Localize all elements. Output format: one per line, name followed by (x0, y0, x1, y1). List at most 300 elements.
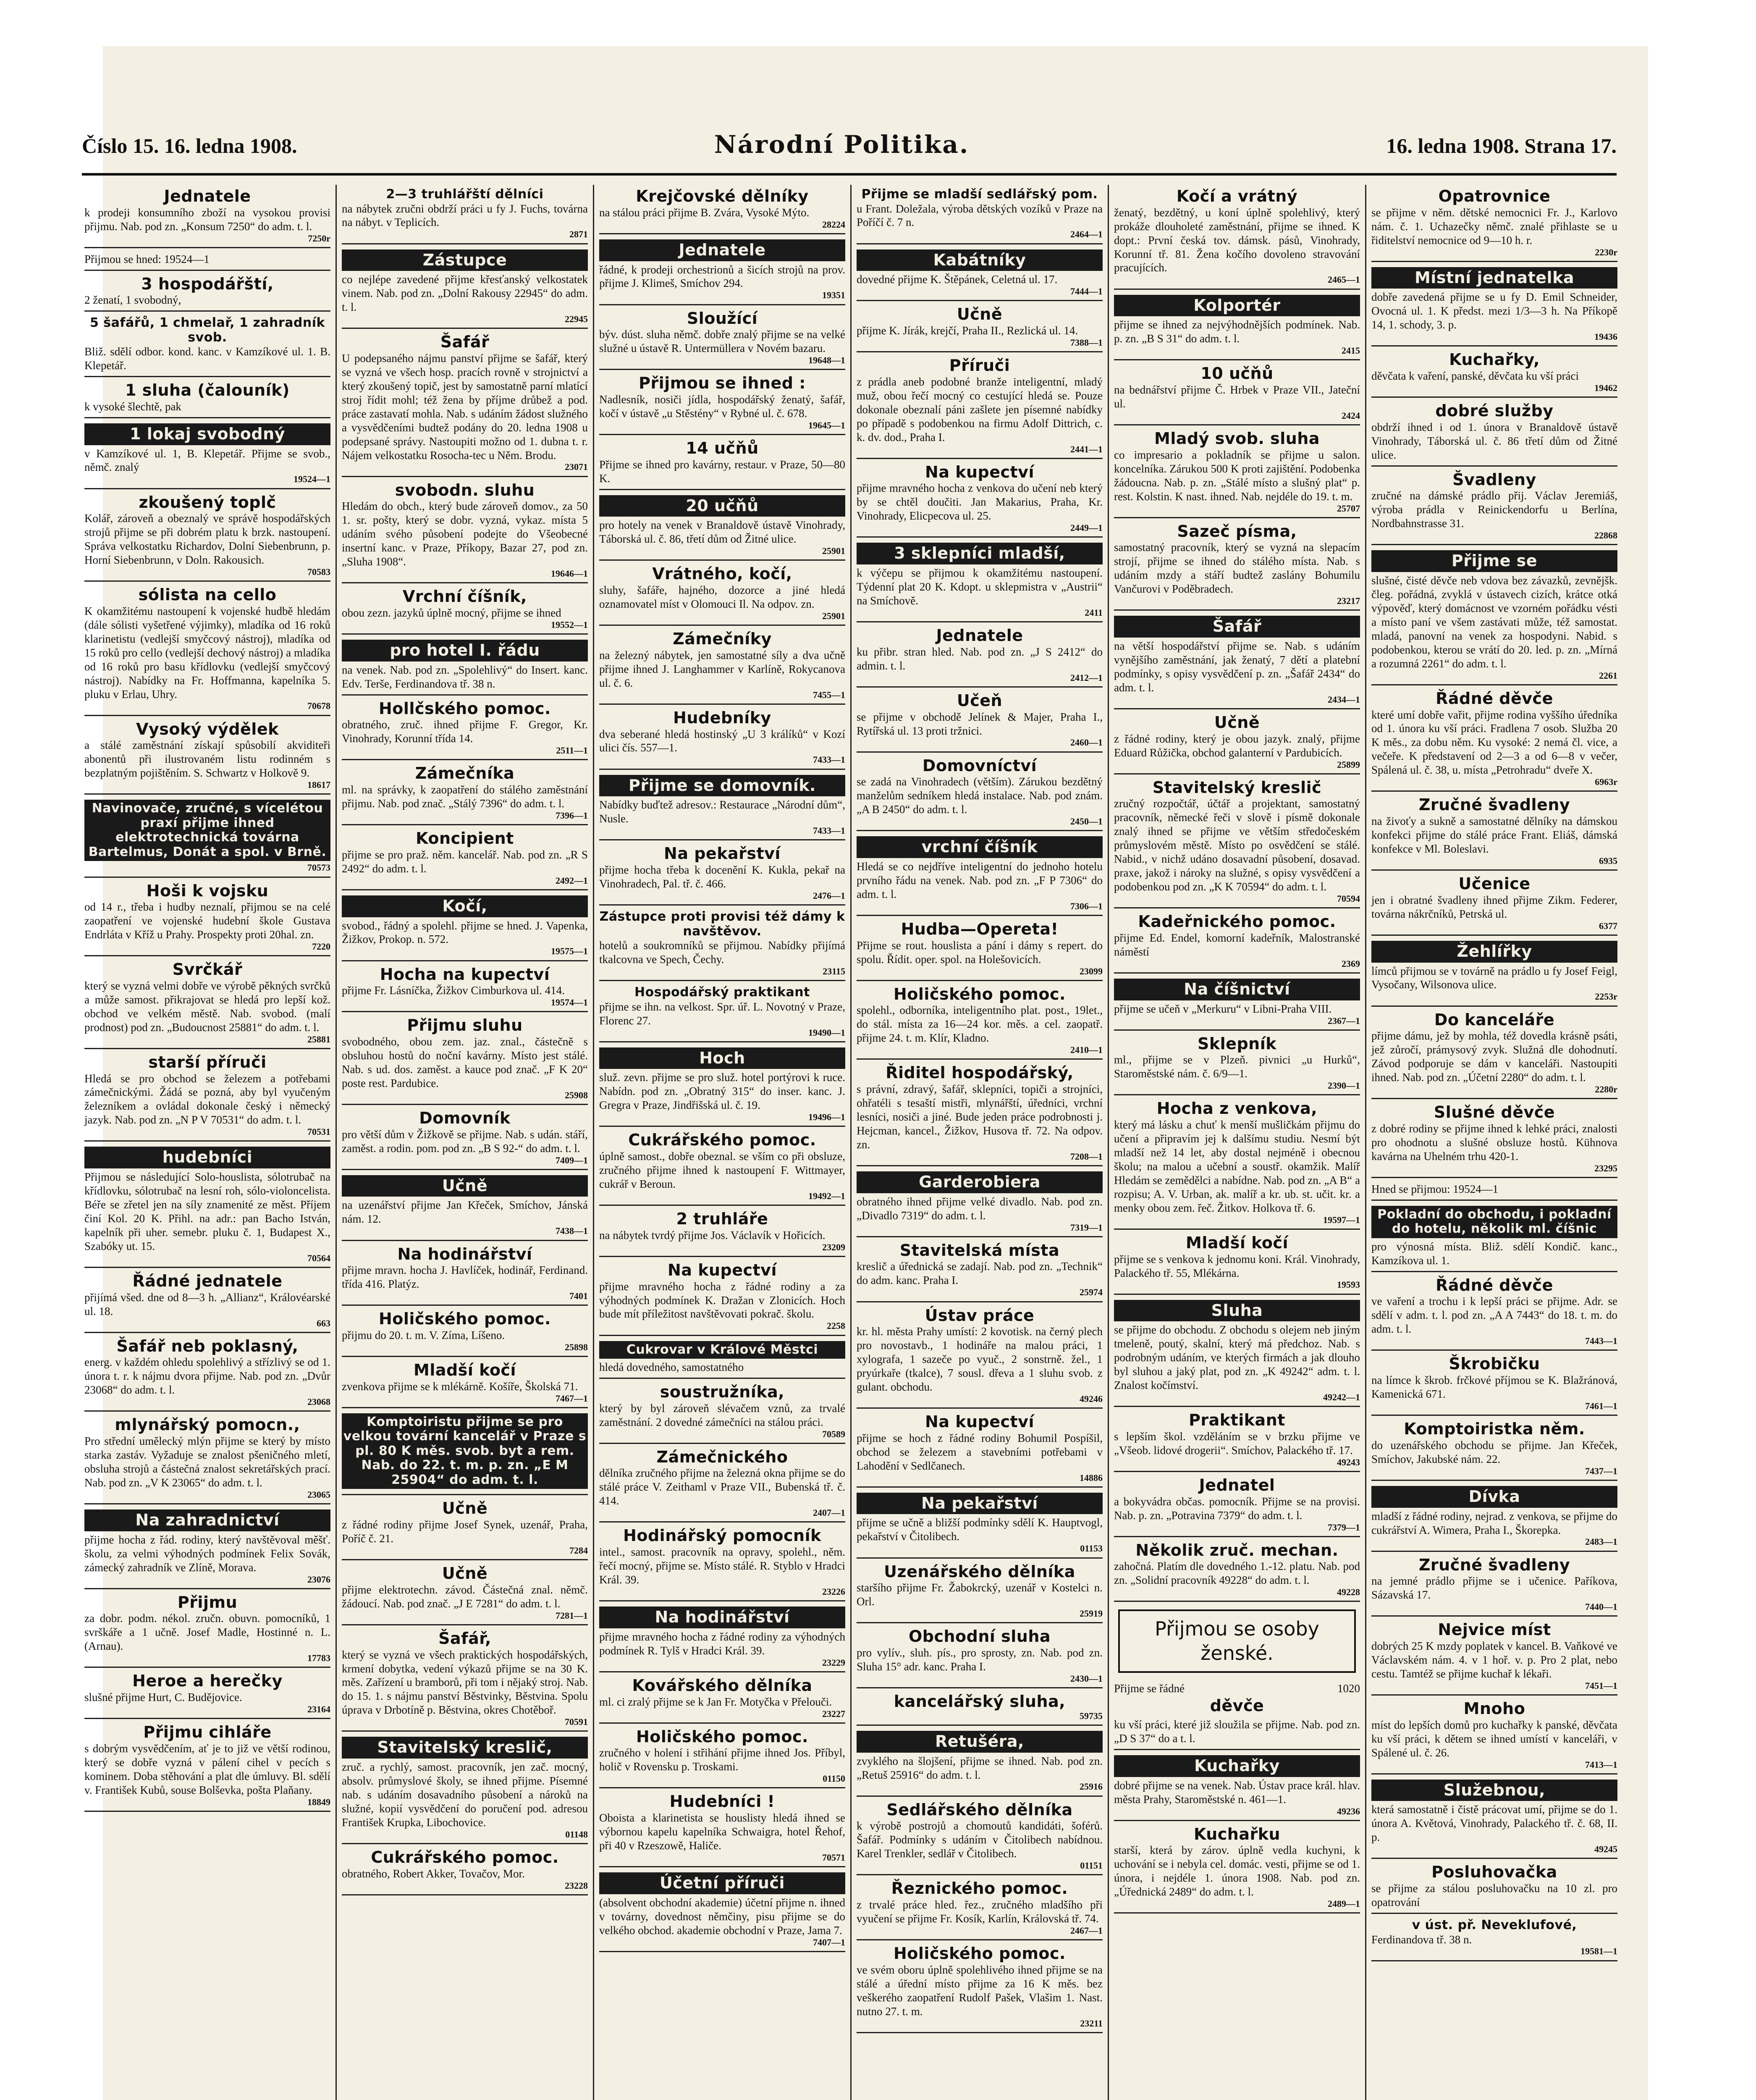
ad-code: 23211 (1080, 2018, 1103, 2029)
ad-code: 6935 (1599, 855, 1617, 866)
ad-body: přijme hocha z řád. rodiny, který navštěvoval měšť. školu, za velmi výhodných podmínek Felix Sovák, zámecký zahradník ve Zlíně, Morava. (84, 1533, 330, 1574)
classified-ad (1114, 520, 1360, 611)
ad-title: Přijmu (177, 1593, 238, 1612)
ad-code: 49245 (1594, 1844, 1617, 1855)
ad-body: na venek. Nab. pod zn. „Spolehlivý“ do Insert. kanc. Edv. Terše, Ferdinandova tř. 38 n. (342, 663, 588, 690)
ad-title: Na hodinářství (397, 1244, 532, 1263)
classified-ad (342, 1107, 588, 1170)
classified-ad (84, 420, 330, 489)
classified-ad (342, 246, 588, 329)
ad-code: 2407—1 (813, 1507, 845, 1518)
ad-body: přijme dámu, jež by mohla, též dovedla krásně psáti, jež zůročí, prámysový zvyk. Služná dle dohodnutí. Závod podporuje se dám v kanceláři. Nastoupiti ihned. Nab. pod zn. „Účetní 2280“ do adm. t. l. (1371, 1029, 1617, 1084)
ad-title: Sklepník (1198, 1034, 1276, 1053)
ad-title: Sedlářského dělníka (886, 1800, 1073, 1819)
ad-body: na nábytek tvrdý přijme Jos. Václavík v Hořicích. (599, 1228, 826, 1242)
ad-code: 28224 (822, 219, 845, 230)
classified-ad (857, 1690, 1103, 1726)
ad-code: 23227 (822, 1708, 845, 1719)
ad-body: míst do lepších domů pro kuchařky k panské, děvčata ku vší práci, k dětem se ihned umístí v kanceláři, v Spálené ul. č. 26. (1371, 1718, 1617, 1759)
ad-body: svobod., řádný a spolehl. přijme se hned. J. Vapenka, Žižkov, Prokop. n. 572. (342, 919, 588, 946)
classified-ad (599, 185, 845, 234)
ad-body: obratného, Robert Akker, Tovačov, Mor. (342, 1867, 525, 1880)
ad-title: starší příruči (148, 1053, 267, 1071)
ad-code: 2412—1 (1070, 672, 1103, 683)
classified-ad (342, 963, 588, 1013)
classified-ad (84, 1591, 330, 1668)
ad-code: 70583 (307, 567, 330, 577)
ad-title: Krejčovské dělníky (636, 187, 809, 205)
ad-code: 23228 (565, 1880, 588, 1891)
classified-ad (1371, 1697, 1617, 1774)
classified-ad (84, 185, 330, 248)
section-heading-box: Přijmou se osoby ženské. (1118, 1609, 1356, 1673)
ad-title: Učenice (1458, 874, 1531, 893)
classified-ad (1114, 291, 1360, 361)
classified-ad (599, 842, 845, 906)
ad-title: Koncipient (416, 829, 514, 848)
ad-body: Nadlesník, nosiči jídla, hospodářský ženatý, šafář, kočí v ústavě „u Stěstény“ v Rybné ul. č. 678. (599, 393, 845, 420)
classified-ad (342, 331, 588, 477)
ad-code: 49236 (1337, 1806, 1360, 1816)
ad-code: 7467—1 (556, 1393, 588, 1404)
ad-body: Přijmou se následující Solo-houslista, sólotrubač na křídlovku, sólotrubač na lesní roh, sólo-violoncelista. Béře se zřetel jen na síly znamenité ze měst. Příjem činí Kol. 20 K. Přihl. na adr.: pan Bacho István, kapelník při uher. semebr. pluku č. 1, Budapest X., Szabóky ut. 15. (84, 1171, 330, 1252)
ad-code: 2415 (1342, 345, 1360, 356)
ad-code: 7208—1 (1070, 1151, 1103, 1162)
ad-body: Přijmou se hned: 19524—1 (84, 252, 210, 265)
ad-code: 19490—1 (808, 1027, 845, 1038)
ad-code: 7284 (569, 1545, 588, 1556)
ad-body: 2 ženatí, 1 svobodný, (84, 294, 181, 307)
ad-body: na uzenářství přijme Jan Křeček, Smíchov, Jánská nám. 12. (342, 1199, 588, 1226)
ad-title: soustružníka, (660, 1383, 785, 1401)
ad-title: Jednatele (164, 187, 251, 205)
ad-code: 2253r (1595, 991, 1617, 1002)
classified-ad (599, 492, 845, 561)
ad-code: 49243 (1337, 1457, 1360, 1467)
ad-title: Pokladní do obchodu, i pokladní do hotelu, několik ml. číšnic (1371, 1206, 1617, 1238)
classified-ad (1371, 399, 1617, 467)
ad-body: přijme mravn. hocha J. Havlíček, hodinář, Ferdinand. třída 416. Platýz. (342, 1264, 588, 1291)
ad-body: přijme elektrotechn. závod. Částečná znal. němč. žádoucí. Nab. pod znač. „J E 7281“ do adm. t. l. (342, 1583, 588, 1610)
ad-title: Kuchařku (1193, 1824, 1281, 1843)
ad-title: Slušné děvče (1434, 1103, 1555, 1122)
ad-title: Praktikant (1189, 1411, 1285, 1430)
ad-body: slušné přijme Hurt, C. Budějovice. (84, 1691, 242, 1704)
ad-title: Přijme se (1371, 550, 1617, 572)
ad-body: za dobr. podm. nékol. zručn. obuvn. pomocníků, 1 svrškáře a 1 učně. Josef Madle, Hostinné n. L. (Arnau). (84, 1612, 330, 1653)
ad-body: Hned se přijmou: 19524—1 (1371, 1182, 1499, 1195)
classified-ad (1371, 1861, 1617, 1914)
ad-title: v úst. př. Neveklufové, (1412, 1918, 1577, 1932)
ad-title: Švadleny (1452, 470, 1536, 489)
ad-code: 2460—1 (1070, 737, 1103, 748)
classified-ad (342, 1243, 588, 1306)
ad-code: 18617 (307, 780, 330, 790)
ad-body: obou zezn. jazyků úplně mocný, přijme se ihned (342, 606, 561, 619)
ad-title: Přijmu sluhu (407, 1016, 523, 1035)
classified-ad (1114, 612, 1360, 709)
ad-body: se přijme do obchodu. Z obchodu s olejem neb jiným tmeleně, poutý, skalní, který má předchoz. Nab. s podrobným udáním, ve kterých firmách a jak dlouho byl sluhou a jaký plat, pod zn. „K 49242“ adm. t. l. Znalost kočímství. (1114, 1323, 1360, 1392)
ad-title: hudebníci (84, 1147, 330, 1168)
ad-code: 19646—1 (551, 568, 588, 579)
ad-column (1111, 185, 1363, 2100)
ad-title: Škrobičku (1449, 1354, 1540, 1373)
ad-code: 2261 (1599, 670, 1617, 681)
ad-title: Sluha (1114, 1300, 1360, 1322)
ad-code: 19351 (822, 290, 845, 301)
ad-body: přijme se s venkova k jednomu koni. Král. Vinohrady, Palackého tř. 55, Mlékárna. (1114, 1252, 1360, 1279)
ad-title: Přijmou se ihned : (639, 374, 806, 393)
ad-title: Holičského pomoc. (636, 1727, 808, 1746)
classified-ad (1114, 1231, 1360, 1295)
ad-body: přijme Fr. Lásníčka, Žižkov Cimburkova ul. 414. (342, 984, 565, 997)
ad-title: Kuchařky (1114, 1755, 1360, 1777)
ad-title: Na kupectví (668, 1260, 777, 1279)
ad-code: 7443—1 (1585, 1336, 1617, 1347)
ad-title: Jednatele (599, 239, 845, 261)
ad-title: pro hotel I. řádu (342, 640, 588, 662)
ad-code: 19524—1 (294, 474, 330, 485)
ad-code: 01148 (565, 1829, 588, 1840)
classified-ad (857, 461, 1103, 538)
classified-ad (1114, 1297, 1360, 1407)
ad-body: přijme hocha třeba k docenění K. Kukla, pekař na Vinohradech, Pal. tř. č. 466. (599, 864, 845, 890)
ad-title: Mladší kočí (414, 1361, 516, 1380)
ad-body: hotelů a soukromníků se přijmou. Nabídky přijímá tkalcovna ve Spech, Čechy. (599, 939, 845, 966)
ad-title: Řeznického pomoc. (891, 1879, 1068, 1898)
ad-title: Učně (442, 1499, 488, 1518)
classified-ad (84, 958, 330, 1049)
ad-title: Nejvice míst (1438, 1620, 1551, 1639)
ad-title: Kuchařky, (1449, 350, 1540, 369)
ad-body: přijme se pro praž. něm. kancelář. Nab. pod zn. „R S 2492“ do adm. t. l. (342, 848, 588, 875)
ad-title: 1 lokaj svobodný (84, 423, 330, 445)
ad-code: 19575—1 (551, 946, 588, 957)
classified-ad (1371, 185, 1617, 262)
classified-ad (342, 1307, 588, 1357)
ad-title: Hudba—Opereta! (901, 920, 1059, 938)
ad-title: Zámečníky (673, 630, 772, 648)
classified-ad (1371, 1180, 1617, 1201)
ad-body: zvyklého na šlojšení, přijme se ihned. Nab. pod zn. „Retuš 25916“ do adm. t. l. (857, 1754, 1103, 1781)
ad-code: 23229 (822, 1657, 845, 1668)
ad-title: Jednatele (936, 626, 1023, 645)
classified-ad (599, 772, 845, 841)
ad-code: 23065 (307, 1489, 330, 1500)
ad-body: přijme se hoch z řádné rodiny Bohumil Pospíšil, obchod se železem a stavebními potřebami v Lahodění v Sedlčanech. (857, 1431, 1103, 1472)
ad-title: Stavitelský kreslič (1152, 778, 1322, 797)
ad-code: 23209 (822, 1242, 845, 1252)
ad-code: 23226 (822, 1586, 845, 1597)
ad-body: v Kamzíkové ul. 1, B. Klepetář. Přijme se svob., němč. znalý (84, 447, 330, 474)
ad-body: a bokyvádra občas. pomocník. Přijme se na provisi. Nab. p. zn. „Potravina 7379“ do adm. t. l. (1114, 1495, 1360, 1522)
ad-body: na bednářství přijme Č. Hrbek v Praze VII., Jateční ul. (1114, 383, 1360, 410)
ad-code: 2449—1 (1070, 522, 1103, 533)
ad-code: 25901 (822, 610, 845, 621)
ad-code: 2489—1 (1328, 1898, 1360, 1909)
ad-title: Stavitelská místa (899, 1241, 1060, 1260)
classified-ad (1114, 362, 1360, 425)
classified-ad (342, 1562, 588, 1625)
classified-ad (857, 1168, 1103, 1237)
classified-ad (1114, 1409, 1360, 1472)
classified-ad (599, 1725, 845, 1789)
ad-code: 49228 (1337, 1587, 1360, 1598)
ad-body: dobré přijme se na venek. Nab. Ústav prace král. hlav. města Prahy, Staroměstské n. 461—1. (1114, 1779, 1360, 1806)
classified-ad (1371, 1418, 1617, 1481)
ad-code: 14886 (1080, 1472, 1103, 1483)
ad-code: 25908 (565, 1089, 588, 1100)
ad-body: které umí dobře vařit, přijme rodina vyššího úředníka od 1. února ku vší práci. Fradlena 7 osob. Služba 20 K měs., za dobu něm. Ku vysoké: 2 nemá čl. vice, a večeře. K představení od 2—3 a od 6—8 v večer, Spálená ul. č. 38, u. místa „Petrohradu“ dveře X. (1371, 708, 1617, 777)
classified-ad (1114, 1823, 1360, 1914)
ad-body: dovedné přijme K. Štěpánek, Celetná ul. 17. (857, 273, 1058, 286)
ad-code: 7440—1 (1585, 1601, 1617, 1612)
ad-body: zvenkova přijme se k mlékárně. Košíře, Školská 71. (342, 1380, 578, 1393)
classified-ad (342, 892, 588, 961)
ad-title: 1 sluha (čalouník) (125, 381, 290, 400)
ad-body: přijímá všed. dne od 8—3 h. „Allianz“, Královéarské ul. 18. (84, 1291, 330, 1318)
ad-body: dva seberané hledá hostinský „U 3 králíků“ v Kozí ulici čís. 557—1. (599, 727, 845, 754)
ad-title: Jednatel (1199, 1475, 1275, 1494)
ad-body: pro větší dům v Žižkově se přijme. Nab. s udán. stáří, zaměst. a rodin. pom. pod zn. „B S 92-“ do adm. t. l. (342, 1128, 588, 1155)
classified-ad (857, 303, 1103, 352)
classified-ad (857, 1061, 1103, 1166)
classified-ad (1114, 1474, 1360, 1537)
ad-title: Šafář, (438, 1629, 491, 1648)
ad-title: Na kupectví (925, 1412, 1034, 1431)
ad-code: 70589 (822, 1428, 845, 1439)
column-divider (335, 185, 337, 2100)
ad-body: Oboista a klarinetista se houslisty hledá ihned se výbornou kapelu kapelníka Schwaigra, hotel Řehof, při 40 v Rzeszowě, Haliče. (599, 1811, 845, 1852)
ad-body: se přijme v něm. dětské nemocnici Fr. J., Karlovo nám. č. 1. Uchazečky němč. znalé přihlaste se u řiditelství nemocnice od 9—10 h. r. (1371, 206, 1617, 247)
ad-title: Několik zruč. mechan. (1135, 1541, 1339, 1559)
ad-body: z řádné rodiny, který je obou jazyk. znalý, přijme Eduard Růžička, obchod galanterní v Pardubicích. (1114, 732, 1360, 759)
ad-title: Hocha z venkova, (1156, 1099, 1318, 1118)
classified-ad (857, 754, 1103, 832)
ad-title: Cukrovar v Králové Městci (599, 1341, 845, 1359)
classified-ad (857, 185, 1103, 244)
ad-body: K okamžitému nastoupení k vojenské hudbě hledám (dále sólisti vyšetřené výjimky), mladíka od 16 roků klarinetistu (vedlejší smyčcový nástroj), mladíka od 15 roků pro cello (vedlejší dechový nástroj) a mladíka od 16 roků pro basu křídlovku (vedlejší smyčcový nástroj). Nabídky na Fr. Hoffmanna, kapelníka 5. pluku v Erlau, Uhry. (84, 604, 330, 701)
classified-ad (84, 379, 330, 418)
classified-ad (1371, 264, 1617, 347)
classified-ad (342, 585, 588, 635)
ad-body: k výčepu se přijmou k okamžitému nastoupení. Týdenní plat 20 K. Kdopt. u sklepmistra v „Austrii“ na Smíchově. (857, 567, 1103, 607)
ad-body: u Frant. Doležala, výroba dětských vozíků v Praze na Poříčí č. 7 n. (857, 202, 1103, 229)
ad-body: (absolvent obchodní akademie) účetní přijme n. ihned v továrny, dovednost němčiny, pisu přijme se do velkého obchod. akademie obchodní v Praze, Jama 7. (599, 1896, 845, 1937)
ad-body: starší, která by zárov. úplně vedla kuchyni, k uchování se i nebyla cel. domác. vesti, přijme se od 1. února, i nejdéle 1. února 1908. Nab. pod zn. „Úřednická 2489“ do adm. t. l. (1114, 1844, 1360, 1898)
ad-body: přijmu do 20. t. m. V. Zíma, Líšeno. (342, 1328, 505, 1341)
ad-body: která samostatně i čistě prácovat umí, přijme se do 1. února A. Květová, Vinohrady, Palackého tř. č. 68, II. p. (1371, 1803, 1617, 1844)
ad-body: přijme se ihn. na velkost. Spr. úř. L. Novotný v Praze, Florenc 27. (599, 1000, 845, 1027)
ad-title: Posluhovačka (1431, 1863, 1557, 1882)
ad-title: Komptoiristka něm. (1404, 1420, 1585, 1438)
ad-code: 19581—1 (1580, 1946, 1617, 1957)
ad-body: přijme Ed. Endel, komorní kadeřník, Malostranské náměstí (1114, 931, 1360, 958)
ad-body: na železný nábytek, jen samostatné síly a dva učně přijme ihned J. Langhammer v Karlíně, Rokycanova ul. č. 6. (599, 648, 845, 689)
ad-title: Hocha na kupectví (380, 965, 550, 984)
ad-body: který se vyzná ve všech praktických hospodářských, krmení dobytka, vedení výkazů přijme se na 30 K. měs. Zařízení u bramborů, při tom i nějaký stroj. Nab. do 15. 1. s nájmu panství Běstvinky, Běstvina. Spolu úprava v Drbotíně p. Běstvina, okres Chotěboř. (342, 1648, 588, 1717)
classified-ad (1371, 1202, 1617, 1272)
ad-title: Hoch (599, 1047, 845, 1069)
ad-code: 23071 (565, 462, 588, 472)
ad-code: 2424 (1342, 410, 1360, 421)
ad-title: Mnoho (1463, 1699, 1525, 1718)
ad-code: 22868 (1594, 530, 1617, 541)
ad-title: Učně (442, 1564, 488, 1583)
classified-ad (599, 307, 845, 370)
ad-title: Zručné švadleny (1418, 795, 1570, 814)
ad-body: s lepším škol. vzděláním se v brzku přijme ve „Všeob. lidové drogerii“. Smíchov, Palackého tř. 17. (1114, 1430, 1360, 1457)
ad-title: Retušéra, (857, 1731, 1103, 1753)
classified-ad (857, 1798, 1103, 1876)
ad-code: 59735 (1080, 1710, 1103, 1721)
ad-code: 2871 (569, 229, 588, 240)
section-first-ad-row (1114, 1680, 1360, 1697)
ad-title: Přijme se mladší sedlářský pom. (861, 187, 1098, 202)
ad-title: děvče (1210, 1696, 1264, 1715)
classified-ad (1371, 1776, 1617, 1859)
ad-title: Na zahradnictví (84, 1509, 330, 1531)
ad-code: 7413—1 (1585, 1759, 1617, 1770)
ad-body: ml. ci zralý přijme se k Jan Fr. Motyčka v Přelouči. (599, 1695, 832, 1708)
ad-body: co impresario a pokladník se přijme u salon. koncelníka. Zárukou 500 K proti zajištění. Podobenka žádoucna. Nab. p. zn. „Stálé místo a slušný plat“ p. rest. Kolstin. K nast. ihned. Nab. nejdéle do 19. t. m. (1114, 448, 1360, 503)
ad-code: 01151 (1080, 1860, 1103, 1871)
ad-body: s dobrým vysvědčením, ať je to již ve větší rodinou, který se dobře vyzná v pálení cihel v pecích s kominem. Doba stěhování a plat dle úmluvy. Bl. sdělí v. František Kubů, souse Bolševka, pošta Plaňany. (84, 1742, 330, 1796)
ad-code: 25707 (1337, 503, 1360, 514)
ad-code: 19492—1 (808, 1190, 845, 1201)
ad-code: 19593 (1337, 1279, 1360, 1290)
ad-code: 49242—1 (1323, 1392, 1360, 1402)
ad-body: ml., přijme se v Plzeň. pivnici „u Hurků“, Staroměstské nám. č. 6/9—1. (1114, 1053, 1360, 1080)
ad-title: Navinovače, zručné, s vícelétou praxí přijme ihned elektrotechnická továrna Bartelmus, Donát a spol. v Brně. (84, 800, 330, 861)
ad-body: kreslič a úřednická se zadají. Nab. pod zn. „Technik“ do adm. kanc. Praha I. (857, 1260, 1103, 1287)
ad-code: 7306—1 (1070, 900, 1103, 911)
classified-ad (84, 1413, 330, 1504)
classified-ad (1371, 1352, 1617, 1416)
ad-title: Hoši k vojsku (146, 881, 269, 900)
classified-ad (1371, 547, 1617, 685)
classified-ad (1371, 1916, 1617, 1961)
ad-code: 18849 (307, 1796, 330, 1807)
ad-body: s právní, zdravý, šafář, sklepníci, topiči a strojníci, ohřatéli s tesaští mistři, mlynářští, úředníci, vrchní lesníci, nosiči a jiné. Bude jeden práce podrobnosti j. Hejcman, kancel., Žižkov, Husova tř. 72. Na odpov. zn. (857, 1083, 1103, 1151)
ad-body: co nejlépe zavedené přijme křesťanský velkostatek vinem. Nab. pod zn. „Dolní Rakousy 22945“ do adm. t. l. (342, 273, 588, 314)
ad-code: 01150 (823, 1773, 845, 1784)
ad-title: Žehlířky (1371, 941, 1617, 963)
ad-title: Mladý svob. sluha (1154, 429, 1320, 448)
classified-ad (84, 1721, 330, 1812)
ad-code: 2410—1 (1070, 1045, 1103, 1055)
ad-code: 70573 (307, 862, 330, 873)
ad-code: 7281—1 (556, 1610, 588, 1621)
classified-ad (857, 689, 1103, 753)
ad-body: límců přijmou se v továrně na prádlo u fy Josef Feigl, Vysočany, Wilsonova ulice. (1371, 964, 1617, 991)
classified-ad (84, 879, 330, 957)
classified-ad (342, 1627, 588, 1732)
ad-code: 2258 (827, 1320, 845, 1331)
classified-ad (84, 313, 330, 377)
classified-ad (599, 1869, 845, 1952)
ad-body: zručného v holení i střihání přijme ihned Jos. Příbyl, holič v Rovensku p. Troskami. (599, 1746, 845, 1773)
ad-code: 23217 (1337, 596, 1360, 606)
classified-ad (599, 627, 845, 705)
ad-title: Ústav práce (925, 1306, 1035, 1325)
ad-title: Hodinářský pomocník (623, 1526, 821, 1545)
ad-title: Kolportér (1114, 295, 1360, 317)
classified-ad (84, 1335, 330, 1412)
ad-title: Domovníctví (922, 756, 1037, 775)
classified-ad (84, 1506, 330, 1589)
ad-body: Pro střední umělecký mlýn přijme se který by místo starka zastáv. Vyžaduje se znalost pšeničného mletí, obsluha strojů a částečná znalost sekretářských prací. Nab. pod zn. „V K 23065“ do adm. t. l. (84, 1435, 330, 1489)
ad-title: Sloužící (687, 309, 758, 328)
classified-ad (1371, 1008, 1617, 1100)
ad-code: 2369 (1342, 958, 1360, 969)
ad-body: ml. na správky, k zaopatření do stálého zaměstnání přijmu. Nab. pod znač. „Stálý 7396“ do adm. t. l. (342, 783, 588, 810)
ad-title: 2 truhláře (676, 1210, 768, 1228)
ad-title: Zámečníka (415, 764, 515, 783)
ad-title: Kadeřnického pomoc. (1138, 912, 1336, 931)
ad-body: pro vylív., sluh. pís., pro sprosty, zn. Nab. pod zn. Sluha 15° adr. kanc. Praha I. (857, 1646, 1103, 1673)
ad-code: 7409—1 (556, 1155, 588, 1166)
ad-code: 7220 (312, 941, 330, 952)
ad-title: Dívka (1371, 1486, 1617, 1508)
ad-code: 23164 (307, 1704, 330, 1714)
ad-body: do uzenářského obchodu se přijme. Jan Křeček, Smíchov, Jakubské nám. 22. (1371, 1438, 1617, 1465)
ad-title: Hospodářský praktikant (634, 985, 810, 1000)
ad-body: zručné na dámské prádlo přij. Václav Jeremiáš, výroba prádla v Reinickendorfu u Berlína, Nordbahnstrasse 31. (1371, 489, 1617, 530)
classified-ad (1114, 776, 1360, 908)
ad-column (1369, 185, 1620, 2100)
masthead (82, 130, 1617, 168)
classified-ad (342, 697, 588, 761)
classified-ad (599, 236, 845, 305)
ad-body: obdrží ihned i od 1. února v Branaldově ústavě Vinohrady, Táborská ul. č. 86 třetí dům od Žitné ulice. (1371, 420, 1617, 461)
ad-title: Do kanceláře (1434, 1010, 1555, 1029)
classified-ad (342, 636, 588, 696)
ad-title: Zámečnického (656, 1447, 788, 1466)
ad-code: 7437—1 (1585, 1465, 1617, 1476)
ad-code: 23076 (307, 1574, 330, 1585)
ad-body: Přijme se rout. houslista a pání i dámy s repert. do spolu. Řídit. oper. spol. na Holešovicích. (857, 939, 1103, 966)
ad-title: Účetní příruči (599, 1872, 845, 1894)
ad-title: Učně (342, 1175, 588, 1197)
ad-code: 19552—1 (551, 619, 588, 630)
classified-ad (857, 1304, 1103, 1409)
classified-ad (84, 1143, 330, 1268)
ad-code: 70678 (307, 701, 330, 711)
classified-ad (599, 1446, 845, 1523)
classified-ad (599, 437, 845, 490)
classified-ad (599, 562, 845, 626)
classified-ad (599, 1790, 845, 1867)
classified-ad (84, 796, 330, 877)
ad-title: Kabátníky (857, 249, 1103, 271)
classified-ad (857, 1489, 1103, 1559)
classified-ad (1371, 1483, 1617, 1552)
classified-ad (857, 624, 1103, 688)
classified-ad (857, 918, 1103, 981)
classified-ad (857, 1560, 1103, 1624)
ad-code: 70564 (307, 1252, 330, 1263)
classified-ad (342, 762, 588, 825)
ad-title: Opatrovnice (1438, 187, 1551, 205)
ad-body: přijme se učně a bližší podmínky sdělí K. Hauptvogl, pekařství v Čitolibech. (857, 1516, 1103, 1543)
ad-code: 2450—1 (1070, 816, 1103, 827)
ad-body: ve svém oboru úplně spolehlivého ihned přijme se na stálé a úřední místo přijme za 16 K měs. bez veškerého zaopatření Rudolf Pašek, Vlašim 1. Nast. nutno 27. t. m. (857, 1963, 1103, 2018)
ad-code: 19496—1 (808, 1112, 845, 1123)
classified-ad (342, 185, 588, 244)
ad-body: přijme se ihned za nejvýhodnějších podmínek. Nab. p. zn. „B S 31“ do adm. t. l. (1114, 318, 1360, 345)
ad-code: 7396—1 (556, 810, 588, 821)
